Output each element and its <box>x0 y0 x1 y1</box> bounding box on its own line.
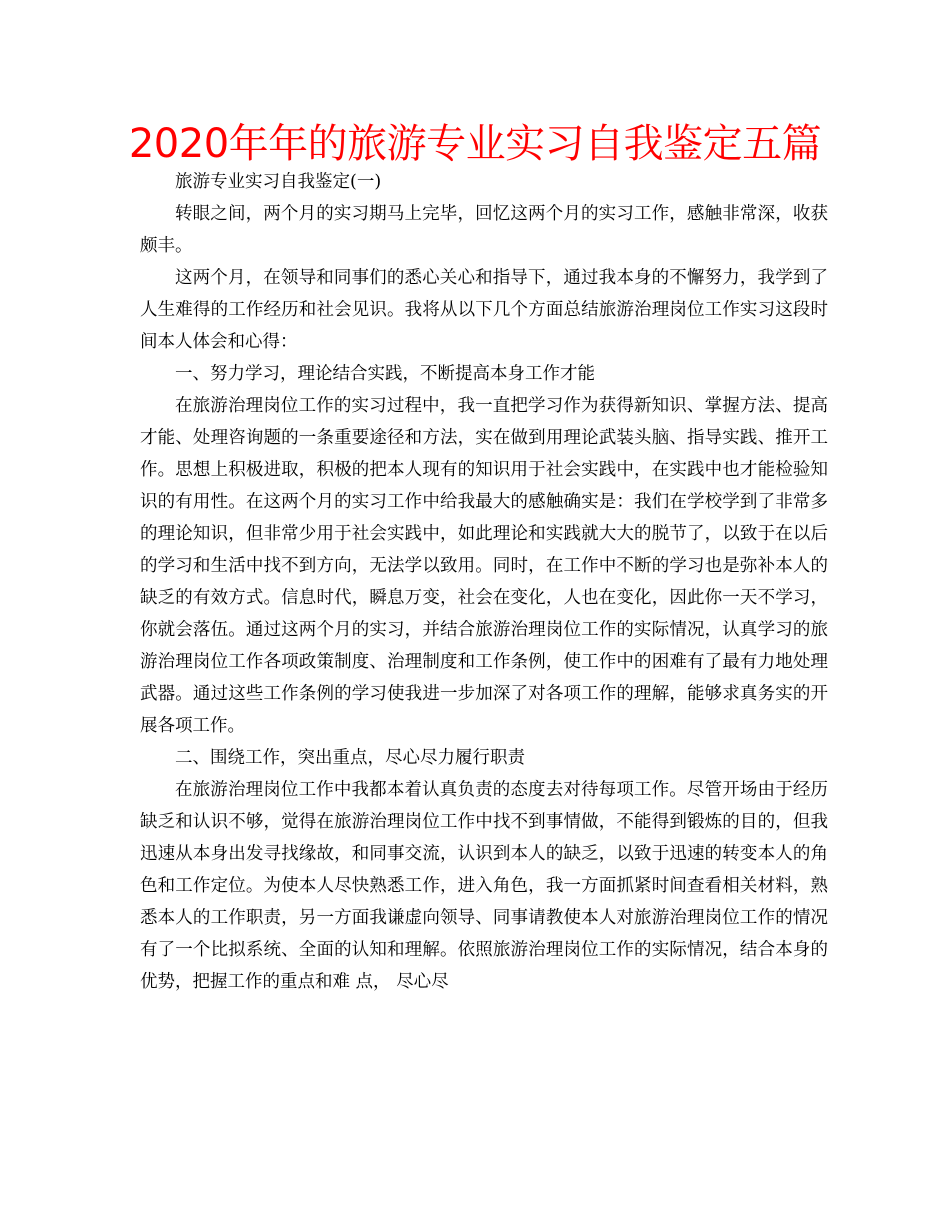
section-heading: 二、围绕工作，突出重点，尽心尽力履行职责 <box>175 748 525 768</box>
paragraph: 在旅游治理岗位工作中我都本着认真负责的态度去对待每项工作。尽管开场由于经历缺乏和认识不够，觉得在旅游治理岗位工作中找不到事情做，不能得到锻炼的目的，但我迅速从本身出发寻找缘故，和同事交流，认识到本人的缺乏，以致于迅速的转变本人的角色和工作定位。为使本人尽快熟悉工作，进入角色，我一方面抓紧时间查看相关材料，熟悉本人的工作职责，另一方面我谦虚向领导、同事请教使本人对旅游治理岗位工作的情况有了一个比拟系统、全面的认知和理解。依照旅游治理岗位工作的实际情况，结合本身的优势，把握工作的重点和难 点， 尽心尽 <box>140 780 828 992</box>
paragraph: 这两个月，在领导和同事们的悉心关心和指导下，通过我本身的不懈努力，我学到了人生难得的工作经历和社会见识。我将从以下几个方面总结旅游治理岗位工作实习这段时间本人体会和心得： <box>140 268 828 352</box>
paragraph: 转眼之间，两个月的实习期马上完毕，回忆这两个月的实习工作，感触非常深，收获颇丰。 <box>140 204 828 256</box>
document-title: 2020年年的旅游专业实习自我鉴定五篇 <box>128 121 822 167</box>
document-body <box>140 166 828 998</box>
paragraph: 在旅游治理岗位工作的实习过程中，我一直把学习作为获得新知识、掌握方法、提高才能、处理咨询题的一条重要途径和方法，实在做到用理论武装头脑、指导实践、推开工作。思想上积极进取，积极的把本人现有的知识用于社会实践中，在实践中也才能检验知识的有用性。在这两个月的实习工作中给我最大的感触确实是：我们在学校学到了非常多的理论知识，但非常少用于社会实践中，如此理论和实践就大大的脱节了，以致于在以后的学习和生活中找不到方向，无法学以致用。同时，在工作中不断的学习也是弥补本人的缺乏的有效方式。信息时代，瞬息万变，社会在变化，人也在变化，因此你一天不学习，你就会落伍。通过这两个月的实习，并结合旅游治理岗位工作的实际情况，认真学习的旅游治理岗位工作各项政策制度、治理制度和工作条例，使工作中的困难有了最有力地处理武器。通过这些工作条例的学习使我进一步加深了对各项工作的理解，能够求真务实的开展各项工作。 <box>140 396 828 736</box>
section-heading: 旅游专业实习自我鉴定(一) <box>175 172 382 192</box>
section-heading: 一、努力学习，理论结合实践，不断提高本身工作才能 <box>175 364 595 384</box>
